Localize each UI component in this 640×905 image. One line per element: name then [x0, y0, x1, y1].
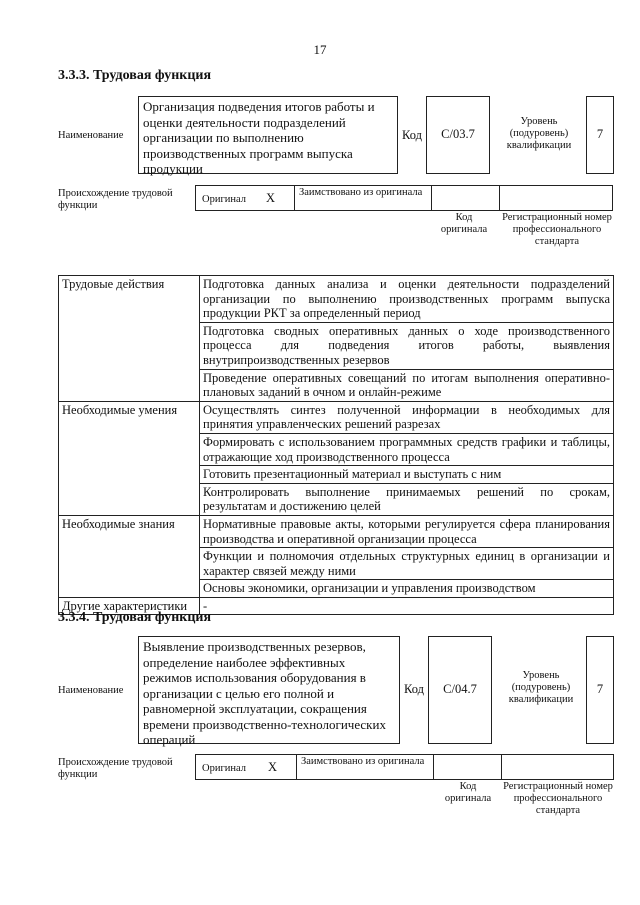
skill-item: Готовить презентационный материал и выступать с ним [200, 466, 614, 484]
origin-code-label: Код оригинала [440, 212, 488, 235]
function-name-box: Выявление производственных резервов, определение наиболее эффективных режимов использования оборудования в организации с целью его полной и равномерной эксплуатации, сокращения времени производственно-технологических операций [138, 636, 400, 744]
origin-row [195, 185, 613, 211]
code-label: Код [404, 682, 424, 696]
code-value-box: С/03.7 [426, 96, 490, 174]
name-label: Наименование [58, 685, 124, 696]
other-characteristics-label: Другие характеристики [59, 597, 200, 615]
code-label: Код [402, 128, 422, 142]
skills-label: Необходимые умения [59, 401, 200, 515]
qualification-level-label: Уровень (подуровень) квалификации [506, 116, 572, 151]
labor-action-item: Подготовка сводных оперативных данных о ходе производственного процесса для подведения итогов работы, выявления внутрипроизводственных резервов [200, 322, 614, 369]
borrowed-label: Заимствовано из оригинала [299, 187, 423, 198]
reg-number-label: Регистрационный номер профессионального стандарта [503, 781, 613, 816]
section-heading-3-3-3: 3.3.3. Трудовая функция [58, 68, 212, 83]
origin-code-label: Код оригинала [444, 781, 492, 804]
other-characteristics-value: - [200, 597, 614, 615]
origin-row [195, 754, 614, 780]
original-mark: X [268, 760, 278, 774]
code-value-box: С/04.7 [428, 636, 492, 744]
original-mark: X [266, 191, 276, 205]
borrowed-label: Заимствовано из оригинала [301, 756, 425, 767]
reg-number-label: Регистрационный номер профессионального стандарта [502, 212, 612, 247]
skill-item: Контролировать выполнение принимаемых решений по срокам, результатам и достижению целей [200, 483, 614, 515]
skill-item: Формировать с использованием программных средств графики и таблицы, отражающие ход производственного процесса [200, 433, 614, 465]
knowledge-item: Нормативные правовые акты, которыми регулируется сфера планирования производства и оперативной организации процесса [200, 515, 614, 547]
page-number: 17 [313, 42, 327, 57]
origin-label: Происхождение трудовой функции [58, 188, 173, 211]
original-label: Оригинал [202, 194, 246, 205]
function-name-box: Организация подведения итогов работы и оценки деятельности подразделений организации по выполнению производственных программ выпуска продукции [138, 96, 398, 174]
name-label: Наименование [58, 130, 124, 141]
labor-actions-label: Трудовые действия [59, 276, 200, 402]
function-details-table [58, 275, 614, 615]
labor-action-item: Подготовка данных анализа и оценки деятельности подразделений организации по выполнению производственных программ выпуска продукции РКТ за определенный период [200, 276, 614, 323]
qualification-level-value: 7 [586, 636, 614, 744]
qualification-level-value: 7 [586, 96, 614, 174]
original-label: Оригинал [202, 763, 246, 774]
labor-action-item: Проведение оперативных совещаний по итогам выполнения оперативно-плановых заданий в очном и онлайн-режиме [200, 369, 614, 401]
origin-label: Происхождение трудовой функции [58, 757, 173, 780]
qualification-level-label: Уровень (подуровень) квалификации [508, 670, 574, 705]
knowledge-item: Функции и полномочия отдельных структурных единиц в организации и характер связей между ними [200, 548, 614, 580]
skill-item: Осуществлять синтез полученной информации в необходимых для принятия управленческих решений разрезах [200, 401, 614, 433]
knowledge-label: Необходимые знания [59, 515, 200, 597]
section-heading-3-3-4: 3.3.4. Трудовая функция [58, 610, 212, 625]
knowledge-item: Основы экономики, организации и управления производством [200, 580, 614, 598]
